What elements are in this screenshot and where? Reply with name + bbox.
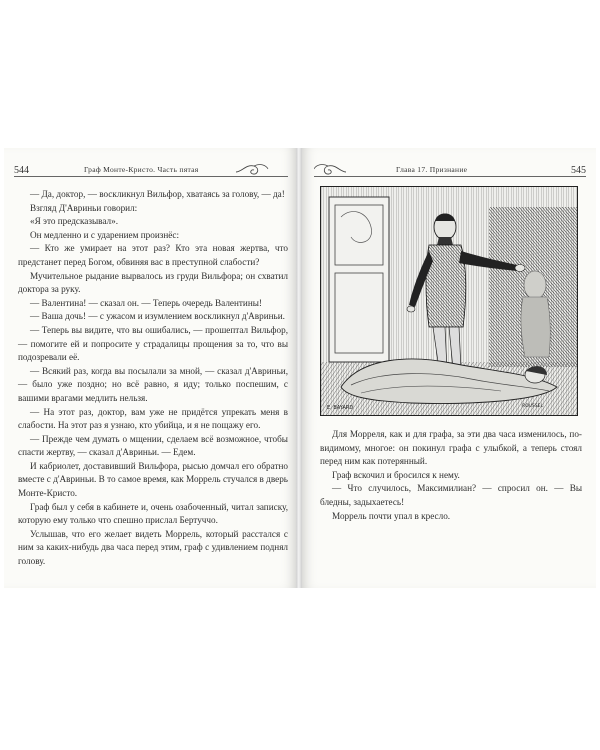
engraving-scene — [321, 187, 577, 415]
paragraph: — Кто же умирает на этот раз? Кто эта новая жертва, что предстанет перед Богом, обвиняя вас в преступной слабости? — [18, 243, 288, 267]
engraver-signature: E. BAYARD — [327, 405, 354, 411]
paragraph: — Прежде чем думать о мщении, сделаем всё возможное, чтобы спасти жертву, — сказал д'Авриньи. — Едем. — [18, 433, 288, 458]
right-running-head: Глава 17. Признание — [396, 165, 468, 174]
paragraph: Моррель почти упал в кресло. — [332, 510, 451, 521]
right-text-block — [320, 428, 582, 523]
paragraph: Взгляд Д'Авриньи говорил: — [30, 202, 138, 213]
paragraph: Он медленно и с ударением произнёс: — [30, 229, 180, 240]
paragraph: Мучительное рыдание вырвалось из груди Вильфора; он схватил доктора за руку. — [18, 270, 288, 295]
paragraph: — Ваша дочь! — с ужасом и изумлением воскликнул д'Авриньи. — [30, 311, 285, 322]
paragraph: Для Морреля, как и для графа, за эти два часа изменилось, по-видимому, многое: он покинул графа с улыбкой, а теперь стоял перед ним как потерянный. — [320, 429, 582, 467]
left-header-rule — [14, 176, 288, 177]
left-page-number: 544 — [14, 165, 29, 176]
paragraph: — Валентина! — сказал он. — Теперь очередь Валентины! — [30, 297, 262, 308]
paragraph: — Что случилось, Максимилиан? — спросил он. — Вы бледны, задыхаетесь! — [320, 483, 582, 507]
book-spread — [4, 148, 596, 588]
engraver-signature-2: ROUSSEL — [521, 404, 543, 409]
right-header-rule — [314, 176, 586, 177]
right-page-number: 545 — [571, 165, 586, 176]
paragraph: Граф вскочил и бросился к нему. — [332, 469, 460, 480]
right-page — [302, 148, 596, 588]
left-running-head: Граф Монте-Кристо. Часть пятая — [84, 165, 199, 174]
paragraph: Услышав, что его желает видеть Моррель, который расстался с ним за каких-нибудь два часа перед этим, граф с удивлением поднял голову. — [18, 528, 288, 567]
paragraph: — На этот раз, доктор, вам уже не придётся упрекать меня в слабости. На этот раз я узнаю, кто убийца, и я не пощажу его. — [18, 406, 288, 431]
left-page — [4, 148, 296, 588]
paragraph: — Да, доктор, — воскликнул Вильфор, хватаясь за голову, — да! — [30, 189, 285, 199]
paragraph: — Теперь вы видите, что вы ошибались, — прошептал Вильфор, — помогите ей и попросите у страдалицы прощения за то, что вы подозревали её. — [18, 324, 288, 363]
paragraph: — Всякий раз, когда вы посылали за мной, — сказал д'Авриньи, — было уже поздно; но всё равно, я иду; только поспешим, с вашими врагами медлить нельзя. — [18, 365, 288, 403]
left-text-block — [18, 188, 288, 569]
engraving-illustration — [320, 186, 578, 416]
paragraph: Граф был у себя в кабинете и, очень озабоченный, читал записку, которую ему только что спешно прислал Бертуччо. — [18, 501, 288, 526]
paragraph: «Я это предсказывал». — [30, 216, 119, 227]
paragraph: И кабриолет, доставивший Вильфора, рысью домчал его обратно вместе с д'Авриньи. В то самое время, как Моррель стучался в дверь Монте-Кристо. — [18, 460, 288, 499]
